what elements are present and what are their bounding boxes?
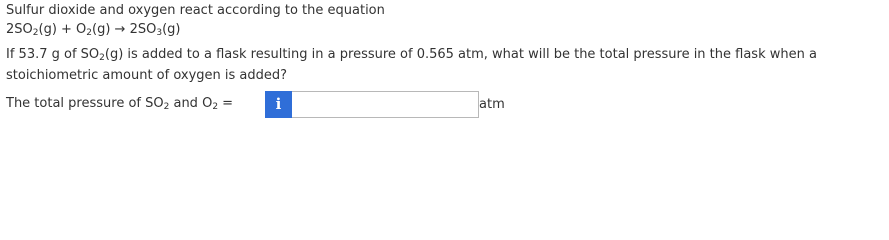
answer-label-part: = [218,96,234,111]
prompt-subscript: 2 [99,53,105,63]
question-intro: Sulfur dioxide and oxygen react according to the equation [6,3,385,18]
equation-subscript: 2 [32,28,39,38]
question-prompt-line-2: stoichiometric amount of oxygen is added? [6,68,288,83]
info-icon[interactable]: i [265,91,292,118]
answer-label-subscript: 2 [163,102,170,112]
chemical-equation [6,21,180,38]
equation-part: (g) + O [38,22,87,37]
equation-part: 2SO [6,22,33,37]
answer-label-part: The total pressure of SO [6,96,164,111]
answer-label-part: and O [169,96,213,111]
equation-part: (g) [162,22,181,37]
question-prompt-line-1 [6,46,817,63]
equation-subscript: 3 [156,28,163,38]
answer-label-subscript: 2 [212,102,219,112]
unit-label: atm [479,97,505,112]
prompt-part: If 53.7 g of SO [6,47,100,62]
equation-subscript: 2 [86,28,93,38]
answer-input[interactable] [292,91,479,118]
prompt-part: (g) is added to a flask resulting in a pressure of 0.565 atm, what will be the total pressure in the flask when a [104,47,817,62]
answer-label [6,95,233,112]
equation-part: (g) → 2SO [92,22,157,37]
